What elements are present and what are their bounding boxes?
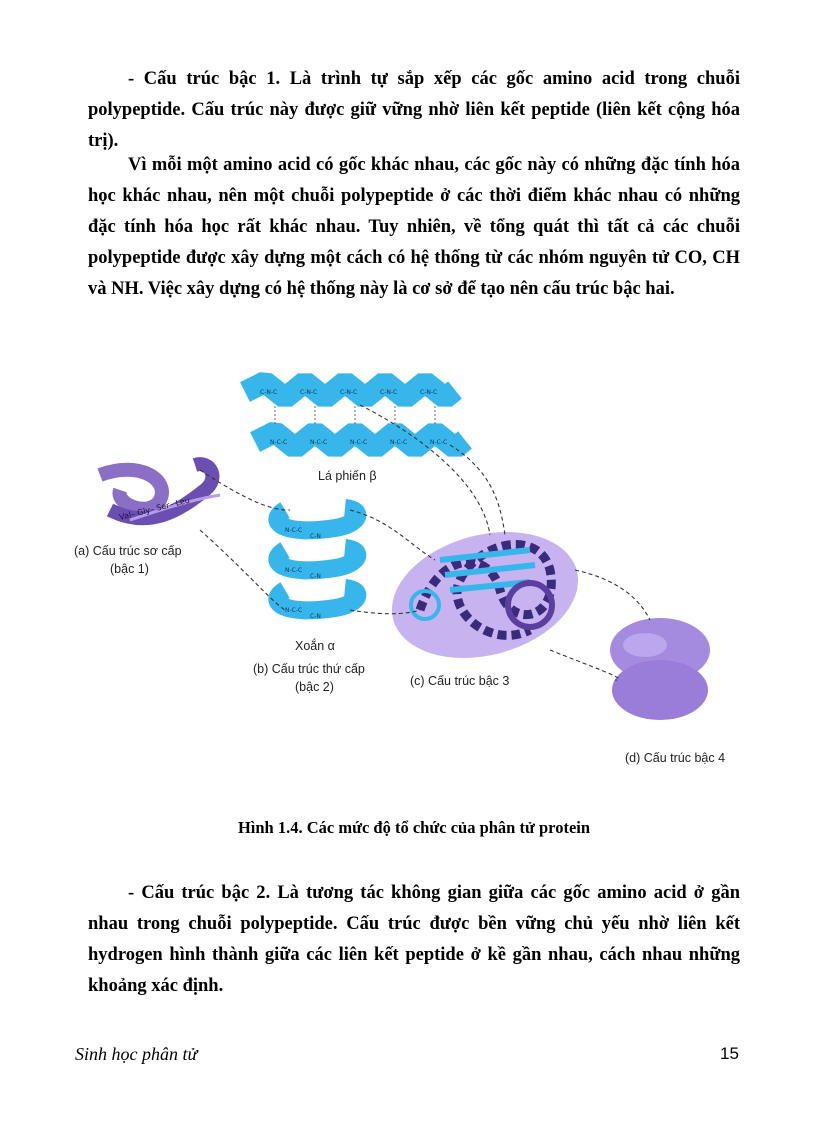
svg-text:C-N-C: C-N-C bbox=[380, 389, 398, 396]
label-secondary-2: (bậc 2) bbox=[295, 680, 334, 694]
tertiary-structure bbox=[378, 512, 593, 677]
paragraph-polypeptide: Vì mỗi một amino acid có gốc khác nhau, các gốc này có những đặc tính hóa học khác nhau, nên một chuỗi polypeptide ở các thời điểm khác nhau có những đặc tính hóa học rất khác nhau. Tuy nhiên, về tổng quát thì tất cả các chuỗi polypeptide được xây dựng một cách có hệ thống từ các nhóm nguyên tử CO, CH và NH. Việc xây dựng có hệ thống này là cơ sở để tạo nên cấu trúc bậc hai. bbox=[88, 155, 740, 299]
label-primary-2: (bậc 1) bbox=[110, 562, 149, 576]
label-alpha-helix: Xoắn α bbox=[295, 639, 335, 653]
svg-text:C-N-C: C-N-C bbox=[300, 389, 318, 396]
svg-text:N-C-C: N-C-C bbox=[270, 439, 288, 446]
svg-text:C-N: C-N bbox=[310, 573, 321, 580]
term-primary-structure: Cấu trúc bậc 1 bbox=[143, 69, 276, 89]
svg-text:C-N: C-N bbox=[310, 533, 321, 540]
svg-text:N-C-C: N-C-C bbox=[350, 439, 368, 446]
protein-structure-figure bbox=[60, 360, 760, 780]
svg-text:N-C-C: N-C-C bbox=[285, 527, 303, 534]
beta-sheet bbox=[245, 382, 465, 448]
figure-caption: Hình 1.4. Các mức độ tổ chức của phân tử protein bbox=[237, 818, 591, 837]
svg-text:N-C-C: N-C-C bbox=[390, 439, 408, 446]
svg-text:N-C-C: N-C-C bbox=[285, 607, 303, 614]
paragraph-primary-structure: - Cấu trúc bậc 1. Là trình tự sắp xếp các gốc amino acid trong chuỗi polypeptide. Cấu trúc này được giữ vững nhờ liên kết peptide (liên kết cộng hóa trị). bbox=[88, 69, 740, 151]
footer-title: Sinh học phân tử bbox=[75, 1044, 198, 1064]
ribbon-sequence: Val– Gly– Ser– Leu bbox=[118, 495, 191, 522]
page-number: 15 bbox=[720, 1044, 739, 1063]
primary-ribbon bbox=[100, 464, 220, 522]
svg-text:C-N: C-N bbox=[310, 613, 321, 620]
svg-text:C-N-C: C-N-C bbox=[340, 389, 358, 396]
label-secondary-1: (b) Cấu trúc thứ cấp bbox=[253, 662, 365, 676]
svg-text:N-C-C: N-C-C bbox=[285, 567, 303, 574]
label-primary-1: (a) Cấu trúc sơ cấp bbox=[74, 544, 182, 558]
paragraph-secondary-structure: - Cấu trúc bậc 2. Là tương tác không gian giữa các gốc amino acid ở gần nhau trong chuỗi polypeptide. Cấu trúc được bền vững chủ yếu nhờ liên kết hydrogen hình thành giữa các liên kết peptide ở kề gần nhau, cách nhau những khoảng xác định. bbox=[88, 883, 740, 996]
term-secondary-structure: Cấu trúc bậc 2 bbox=[141, 883, 266, 903]
svg-text:C-N-C: C-N-C bbox=[260, 389, 278, 396]
label-tertiary: (c) Cấu trúc bậc 3 bbox=[410, 674, 510, 688]
svg-text:N-C-C: N-C-C bbox=[310, 439, 328, 446]
label-beta-sheet: Lá phiến β bbox=[318, 469, 377, 483]
svg-text:N-C-C: N-C-C bbox=[430, 439, 448, 446]
alpha-helix bbox=[277, 508, 357, 620]
label-quaternary: (d) Cấu trúc bậc 4 bbox=[625, 751, 726, 765]
svg-text:C-N-C: C-N-C bbox=[420, 389, 438, 396]
quaternary-globule bbox=[610, 618, 710, 720]
